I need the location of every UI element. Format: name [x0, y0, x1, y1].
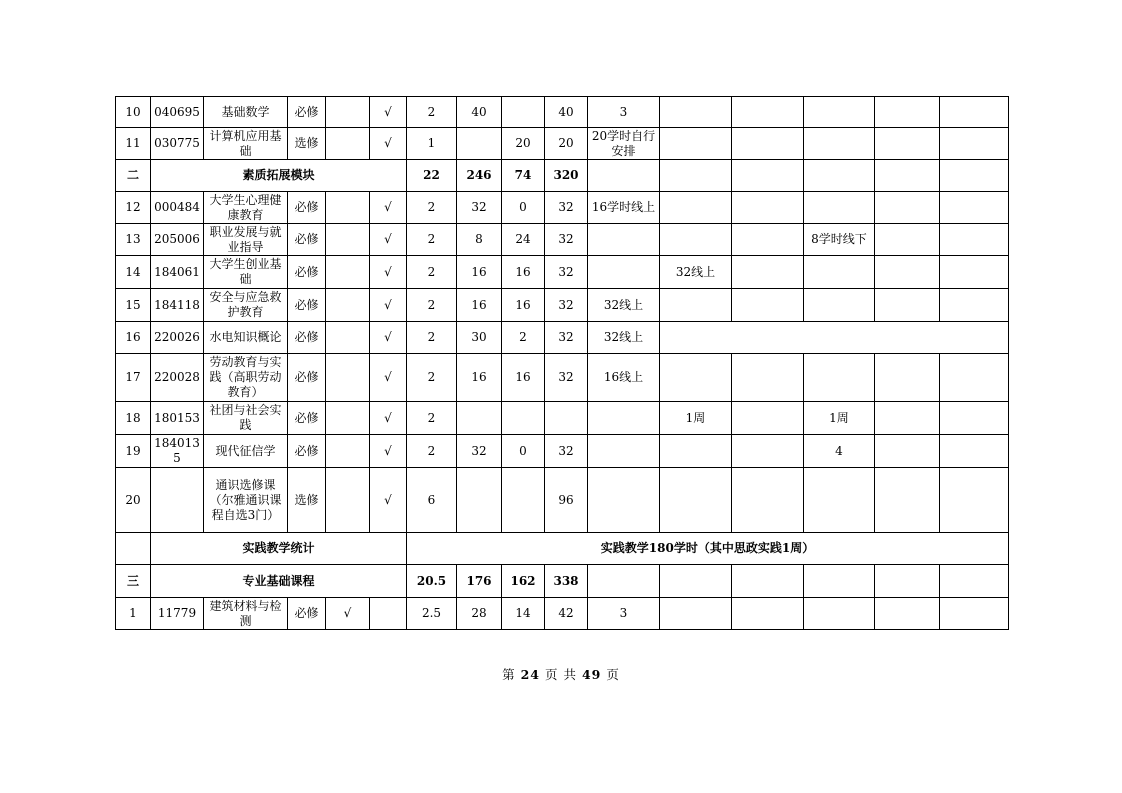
theory-hours: 16 — [457, 256, 502, 289]
semester-cell — [660, 565, 732, 598]
table-row — [116, 256, 1009, 289]
total-hours: 40 — [545, 97, 588, 128]
semester-5 — [875, 435, 940, 468]
course-code: 220028 — [151, 354, 204, 402]
course-name: 劳动教育与实践（高职劳动教育） — [204, 354, 288, 402]
exam-mark — [326, 128, 370, 160]
course-type: 必修 — [288, 402, 326, 435]
course-code: 220026 — [151, 322, 204, 354]
course-name: 通识选修课（尔雅通识课程自选3门） — [204, 468, 288, 533]
semester-5 — [875, 468, 940, 533]
exam-mark — [326, 322, 370, 354]
row-number: 14 — [116, 256, 151, 289]
course-name: 现代征信学 — [204, 435, 288, 468]
course-name: 基础数学 — [204, 97, 288, 128]
empty-cell — [116, 533, 151, 565]
total-hours: 32 — [545, 289, 588, 322]
semester-1 — [588, 402, 660, 435]
semester-1: 3 — [588, 97, 660, 128]
section-theory-hours: 246 — [457, 160, 502, 192]
semester-4: 8学时线下 — [804, 224, 875, 256]
table-row — [116, 322, 1009, 354]
theory-hours: 40 — [457, 97, 502, 128]
row-number: 12 — [116, 192, 151, 224]
curriculum-table — [115, 96, 1009, 630]
course-name: 建筑材料与检测 — [204, 598, 288, 630]
semester-4 — [804, 289, 875, 322]
table-row — [116, 97, 1009, 128]
check-mark: √ — [370, 97, 407, 128]
practice-hours: 0 — [502, 192, 545, 224]
semester-3 — [732, 354, 804, 402]
semester-3 — [732, 435, 804, 468]
practice-hours: 16 — [502, 354, 545, 402]
course-type: 必修 — [288, 598, 326, 630]
section-practice-hours: 162 — [502, 565, 545, 598]
semester-4 — [804, 192, 875, 224]
course-type: 必修 — [288, 289, 326, 322]
course-code: 040695 — [151, 97, 204, 128]
practice-hours: 2 — [502, 322, 545, 354]
semester-6 — [940, 128, 1009, 160]
exam-mark — [326, 289, 370, 322]
semester-4 — [804, 256, 875, 289]
exam-mark — [326, 468, 370, 533]
semester-6 — [940, 289, 1009, 322]
practice-hours: 16 — [502, 289, 545, 322]
semester-3 — [732, 289, 804, 322]
table-row — [116, 192, 1009, 224]
stats-row — [116, 533, 1009, 565]
credits: 2 — [407, 322, 457, 354]
theory-hours: 16 — [457, 289, 502, 322]
check-mark: √ — [370, 128, 407, 160]
semester-3 — [732, 256, 804, 289]
semester-1 — [588, 468, 660, 533]
semester-cell — [804, 160, 875, 192]
semester-2: 32线上 — [660, 256, 732, 289]
section-title: 专业基础课程 — [151, 565, 407, 598]
semester-3 — [732, 128, 804, 160]
table-body — [116, 97, 1009, 630]
semester-1 — [588, 224, 660, 256]
theory-hours — [457, 402, 502, 435]
semester-2 — [660, 354, 732, 402]
credits: 2 — [407, 192, 457, 224]
check-mark: √ — [370, 289, 407, 322]
credits: 2.5 — [407, 598, 457, 630]
course-type: 选修 — [288, 128, 326, 160]
section-theory-hours: 176 — [457, 565, 502, 598]
credits: 2 — [407, 97, 457, 128]
semester-3 — [732, 468, 804, 533]
semester-5 — [875, 224, 940, 256]
semester-4 — [804, 354, 875, 402]
stats-value: 实践教学180学时（其中思政实践1周） — [407, 533, 1009, 565]
practice-hours: 24 — [502, 224, 545, 256]
credits: 2 — [407, 224, 457, 256]
practice-hours: 0 — [502, 435, 545, 468]
course-name: 大学生创业基础 — [204, 256, 288, 289]
semester-1 — [588, 256, 660, 289]
course-name: 水电知识概论 — [204, 322, 288, 354]
practice-hours: 16 — [502, 256, 545, 289]
course-type: 必修 — [288, 224, 326, 256]
semester-cell — [940, 565, 1009, 598]
semester-2 — [660, 435, 732, 468]
check-mark: √ — [370, 322, 407, 354]
table-row — [116, 289, 1009, 322]
total-hours: 20 — [545, 128, 588, 160]
course-type: 必修 — [288, 256, 326, 289]
semester-2 — [660, 128, 732, 160]
semester-3 — [732, 192, 804, 224]
course-type: 必修 — [288, 354, 326, 402]
course-type: 必修 — [288, 192, 326, 224]
row-number: 18 — [116, 402, 151, 435]
credits: 2 — [407, 435, 457, 468]
semester-1: 16线上 — [588, 354, 660, 402]
section-row — [116, 160, 1009, 192]
row-number: 13 — [116, 224, 151, 256]
exam-mark — [326, 435, 370, 468]
theory-hours — [457, 468, 502, 533]
row-number: 16 — [116, 322, 151, 354]
semester-4: 1周 — [804, 402, 875, 435]
total-hours: 42 — [545, 598, 588, 630]
semester-merged — [660, 322, 1009, 354]
semester-cell — [732, 160, 804, 192]
credits: 2 — [407, 354, 457, 402]
exam-mark: √ — [326, 598, 370, 630]
section-total-hours: 338 — [545, 565, 588, 598]
row-number: 11 — [116, 128, 151, 160]
section-credits: 20.5 — [407, 565, 457, 598]
credits: 2 — [407, 289, 457, 322]
total-hours — [545, 402, 588, 435]
course-code: 205006 — [151, 224, 204, 256]
section-credits: 22 — [407, 160, 457, 192]
section-number: 三 — [116, 565, 151, 598]
semester-6 — [940, 97, 1009, 128]
semester-4 — [804, 598, 875, 630]
semester-cell — [875, 160, 940, 192]
section-number: 二 — [116, 160, 151, 192]
semester-5 — [875, 97, 940, 128]
semester-cell — [732, 565, 804, 598]
theory-hours: 16 — [457, 354, 502, 402]
total-hours: 32 — [545, 435, 588, 468]
row-number: 17 — [116, 354, 151, 402]
exam-mark — [326, 192, 370, 224]
semester-3 — [732, 97, 804, 128]
semester-3 — [732, 224, 804, 256]
semester-5 — [875, 256, 940, 289]
section-practice-hours: 74 — [502, 160, 545, 192]
semester-1: 3 — [588, 598, 660, 630]
semester-cell — [588, 160, 660, 192]
footer-suffix: 页 — [606, 667, 620, 682]
course-name: 计算机应用基础 — [204, 128, 288, 160]
semester-4 — [804, 97, 875, 128]
practice-hours — [502, 97, 545, 128]
semester-6 — [940, 224, 1009, 256]
exam-mark — [326, 224, 370, 256]
semester-1: 20学时自行安排 — [588, 128, 660, 160]
course-code: 184061 — [151, 256, 204, 289]
credits: 1 — [407, 128, 457, 160]
course-code: 030775 — [151, 128, 204, 160]
total-hours: 32 — [545, 256, 588, 289]
course-name: 安全与应急救护教育 — [204, 289, 288, 322]
semester-2: 1周 — [660, 402, 732, 435]
total-hours: 32 — [545, 192, 588, 224]
semester-6 — [940, 435, 1009, 468]
table-row — [116, 224, 1009, 256]
semester-cell — [875, 565, 940, 598]
row-number: 20 — [116, 468, 151, 533]
exam-mark — [326, 354, 370, 402]
semester-6 — [940, 192, 1009, 224]
row-number: 10 — [116, 97, 151, 128]
semester-5 — [875, 598, 940, 630]
course-code: 1840135 — [151, 435, 204, 468]
credits: 2 — [407, 256, 457, 289]
semester-6 — [940, 468, 1009, 533]
semester-2 — [660, 289, 732, 322]
exam-mark — [326, 256, 370, 289]
semester-3 — [732, 598, 804, 630]
course-code: 11779 — [151, 598, 204, 630]
semester-6 — [940, 256, 1009, 289]
semester-4: 4 — [804, 435, 875, 468]
course-code: 184118 — [151, 289, 204, 322]
semester-2 — [660, 97, 732, 128]
credits: 6 — [407, 468, 457, 533]
table-row — [116, 402, 1009, 435]
check-mark: √ — [370, 402, 407, 435]
semester-cell — [940, 160, 1009, 192]
table-row — [116, 598, 1009, 630]
theory-hours: 32 — [457, 435, 502, 468]
exam-mark — [326, 97, 370, 128]
practice-hours — [502, 402, 545, 435]
footer-middle: 页 共 — [545, 667, 577, 682]
semester-6 — [940, 354, 1009, 402]
semester-1 — [588, 435, 660, 468]
course-type: 必修 — [288, 97, 326, 128]
theory-hours: 28 — [457, 598, 502, 630]
table-row — [116, 435, 1009, 468]
section-title: 素质拓展模块 — [151, 160, 407, 192]
course-code: 180153 — [151, 402, 204, 435]
row-number: 19 — [116, 435, 151, 468]
course-code — [151, 468, 204, 533]
course-type: 选修 — [288, 468, 326, 533]
check-mark: √ — [370, 468, 407, 533]
semester-2 — [660, 192, 732, 224]
course-type: 必修 — [288, 322, 326, 354]
semester-5 — [875, 128, 940, 160]
semester-3 — [732, 402, 804, 435]
theory-hours: 32 — [457, 192, 502, 224]
semester-1: 16学时线上 — [588, 192, 660, 224]
footer-page-number: 24 — [520, 667, 541, 682]
semester-4 — [804, 128, 875, 160]
stats-label: 实践教学统计 — [151, 533, 407, 565]
semester-2 — [660, 468, 732, 533]
semester-4 — [804, 468, 875, 533]
section-row — [116, 565, 1009, 598]
footer-prefix: 第 — [502, 667, 516, 682]
footer-total-pages: 49 — [581, 667, 602, 682]
credits: 2 — [407, 402, 457, 435]
semester-5 — [875, 192, 940, 224]
semester-2 — [660, 224, 732, 256]
check-mark: √ — [370, 224, 407, 256]
semester-5 — [875, 402, 940, 435]
semester-1: 32线上 — [588, 289, 660, 322]
course-type: 必修 — [288, 435, 326, 468]
semester-5 — [875, 289, 940, 322]
course-name: 社团与社会实践 — [204, 402, 288, 435]
check-mark: √ — [370, 435, 407, 468]
practice-hours: 20 — [502, 128, 545, 160]
semester-2 — [660, 598, 732, 630]
course-name: 职业发展与就业指导 — [204, 224, 288, 256]
exam-mark — [326, 402, 370, 435]
semester-cell — [660, 160, 732, 192]
check-mark: √ — [370, 354, 407, 402]
semester-cell — [804, 565, 875, 598]
theory-hours — [457, 128, 502, 160]
row-number: 1 — [116, 598, 151, 630]
theory-hours: 8 — [457, 224, 502, 256]
practice-hours: 14 — [502, 598, 545, 630]
total-hours: 32 — [545, 354, 588, 402]
semester-1: 32线上 — [588, 322, 660, 354]
table-row — [116, 354, 1009, 402]
practice-hours — [502, 468, 545, 533]
section-total-hours: 320 — [545, 160, 588, 192]
total-hours: 96 — [545, 468, 588, 533]
semester-6 — [940, 598, 1009, 630]
theory-hours: 30 — [457, 322, 502, 354]
check-mark: √ — [370, 192, 407, 224]
semester-cell — [588, 565, 660, 598]
row-number: 15 — [116, 289, 151, 322]
semester-5 — [875, 354, 940, 402]
check-mark: √ — [370, 256, 407, 289]
table-row — [116, 468, 1009, 533]
total-hours: 32 — [545, 224, 588, 256]
page-footer — [0, 665, 1122, 683]
check-mark — [370, 598, 407, 630]
semester-6 — [940, 402, 1009, 435]
total-hours: 32 — [545, 322, 588, 354]
table-row — [116, 128, 1009, 160]
course-name: 大学生心理健康教育 — [204, 192, 288, 224]
course-code: 000484 — [151, 192, 204, 224]
